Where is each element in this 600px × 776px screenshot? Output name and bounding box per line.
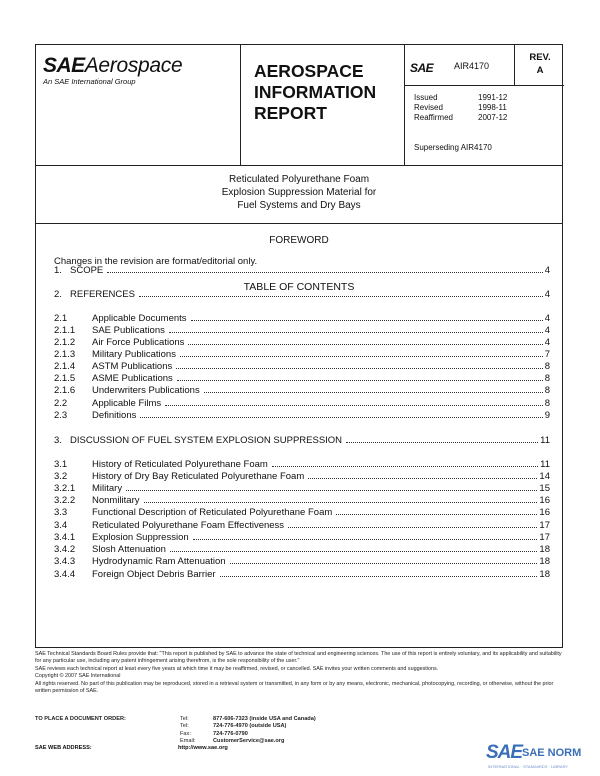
toc-entry-label: Hydrodynamic Ram Attenuation bbox=[92, 556, 226, 567]
toc-leader-dots bbox=[193, 539, 538, 540]
superseding-note: Superseding AIR4170 bbox=[414, 143, 492, 152]
toc-entry[interactable] bbox=[54, 385, 550, 397]
toc-entry-number: 3.2.1 bbox=[54, 483, 76, 494]
toc-entry[interactable] bbox=[54, 532, 550, 544]
toc-entry-number: 3.4.4 bbox=[54, 569, 76, 580]
toc-entry-number: 3.4.1 bbox=[54, 532, 76, 543]
toc-entry-page: 16 bbox=[539, 507, 550, 518]
toc-entry[interactable] bbox=[54, 556, 550, 568]
toc-leader-dots bbox=[188, 344, 542, 345]
rev-label: REV. bbox=[529, 52, 551, 63]
toc-entry-page: 14 bbox=[539, 471, 550, 482]
toc-entry-label: Functional Description of Reticulated Polyurethane Foam bbox=[92, 507, 333, 518]
toc-entry-page: 4 bbox=[544, 265, 550, 276]
logo-subtitle: An SAE International Group bbox=[43, 77, 136, 86]
sae-norm-mark: SAE bbox=[486, 742, 523, 763]
toc-entry[interactable] bbox=[54, 435, 550, 447]
toc-entry[interactable] bbox=[54, 325, 550, 337]
toc-entry[interactable] bbox=[54, 373, 550, 385]
toc-leader-dots bbox=[107, 272, 542, 273]
date-value: 1991-12 bbox=[478, 93, 508, 102]
toc-entry-page: 8 bbox=[544, 361, 550, 372]
sae-norm-text: SAE NORM bbox=[522, 747, 582, 759]
toc-entry-label: Slosh Attenuation bbox=[92, 544, 166, 555]
toc-entry-number: 2.3 bbox=[54, 410, 68, 421]
toc-entry-number: 3. bbox=[54, 435, 62, 446]
toc-leader-dots bbox=[288, 527, 537, 528]
title-line: Fuel Systems and Dry Bays bbox=[237, 200, 361, 211]
contact-email[interactable]: CustomerService@sae.org bbox=[213, 738, 285, 745]
web-link[interactable]: http://www.sae.org bbox=[178, 745, 228, 751]
footer-review: SAE reviews each technical report at least every five years at which time it may be reaffirmed, revised, or cancelled. SAE invites your written comments and suggestions. bbox=[35, 665, 439, 672]
toc-entry[interactable] bbox=[54, 520, 550, 532]
toc-entry-page: 4 bbox=[544, 337, 550, 348]
toc-entry-label: Foreign Object Debris Barrier bbox=[92, 569, 216, 580]
contact-key: Fax: bbox=[180, 730, 191, 737]
foreword-text: Changes in the revision are format/editorial only. bbox=[54, 256, 258, 267]
toc-entry-page: 15 bbox=[539, 483, 550, 494]
revision-block bbox=[518, 51, 562, 77]
sae-norm-tagline: INTERNATIONAL · STANDARDS · LIBRARY bbox=[488, 764, 569, 769]
toc-entry-number: 3.4.2 bbox=[54, 544, 76, 555]
toc-entry[interactable] bbox=[54, 544, 550, 556]
toc-entry-number: 1. bbox=[54, 265, 62, 276]
toc-entry-page: 4 bbox=[544, 289, 550, 300]
web-label: SAE WEB ADDRESS: bbox=[35, 745, 92, 751]
header-divider bbox=[36, 165, 562, 166]
toc-leader-dots bbox=[177, 380, 543, 381]
toc-leader-dots bbox=[308, 478, 537, 479]
title-line: Reticulated Polyurethane Foam bbox=[228, 174, 370, 185]
document-number: AIR4170 bbox=[454, 61, 490, 71]
rev-value: A bbox=[536, 65, 544, 76]
rev-divider bbox=[514, 45, 515, 85]
toc-entry-page: 18 bbox=[539, 556, 550, 567]
toc-entry-label: Definitions bbox=[92, 410, 137, 421]
info-divider bbox=[404, 45, 405, 165]
toc-leader-dots bbox=[165, 405, 543, 406]
toc-entry-label: History of Dry Bay Reticulated Polyurethane Foam bbox=[92, 471, 305, 482]
toc-entry-number: 3.1 bbox=[54, 459, 68, 470]
toc-entry-number: 2.1.1 bbox=[54, 325, 76, 336]
toc-leader-dots bbox=[346, 442, 538, 443]
toc-entry-number: 3.2 bbox=[54, 471, 68, 482]
foreword-heading: FOREWORD bbox=[269, 235, 329, 246]
toc-entry-page: 11 bbox=[540, 459, 550, 470]
toc-entry[interactable] bbox=[54, 410, 550, 422]
toc-entry[interactable] bbox=[54, 569, 550, 581]
sae-norm-watermark bbox=[486, 742, 596, 770]
toc-entry-label: SAE Publications bbox=[92, 325, 165, 336]
toc-entry-page: 17 bbox=[539, 520, 550, 531]
footer-rights: All rights reserved. No part of this publication may be reproduced, stored in a retrieval system or transmitted, in any form or by any means, electronic, mechanical, photocopying, recording, or otherwise, without the prior written permission of SAE. bbox=[35, 680, 554, 695]
toc-entry-page: 4 bbox=[544, 313, 550, 324]
toc-entry-page: 7 bbox=[544, 349, 550, 360]
toc-entry-number: 2.1 bbox=[54, 313, 68, 324]
document-title bbox=[36, 173, 562, 212]
toc-entry-label: Explosion Suppression bbox=[92, 532, 189, 543]
toc-entry-label: Air Force Publications bbox=[92, 337, 185, 348]
doc-type-line: INFORMATION bbox=[254, 82, 377, 102]
logo-divider bbox=[240, 45, 241, 165]
toc-entry[interactable] bbox=[54, 289, 550, 301]
sae-aerospace-logo bbox=[43, 55, 182, 86]
logo-sae-text: SAE bbox=[43, 54, 85, 77]
toc-leader-dots bbox=[126, 490, 537, 491]
web-address bbox=[35, 745, 228, 751]
title-line: Explosion Suppression Material for bbox=[221, 187, 377, 198]
toc-entry-page: 16 bbox=[539, 495, 550, 506]
toc-entry-page: 8 bbox=[544, 398, 550, 409]
toc-entry[interactable] bbox=[54, 483, 550, 495]
order-label: TO PLACE A DOCUMENT ORDER: bbox=[35, 716, 126, 722]
toc-entry-page: 17 bbox=[539, 532, 550, 543]
toc-leader-dots bbox=[140, 417, 542, 418]
toc-entry-page: 11 bbox=[540, 435, 550, 446]
toc-entry-page: 8 bbox=[544, 373, 550, 384]
toc-entry-number: 3.4 bbox=[54, 520, 68, 531]
toc-entry-label: REFERENCES bbox=[70, 289, 135, 300]
toc-entry[interactable] bbox=[54, 459, 550, 471]
toc-entry[interactable] bbox=[54, 313, 550, 325]
toc-entry-page: 8 bbox=[544, 385, 550, 396]
date-value: 2007-12 bbox=[478, 113, 508, 122]
toc-entry-number: 3.4.3 bbox=[54, 556, 76, 567]
toc-entry[interactable] bbox=[54, 349, 550, 361]
toc-entry-number: 2.1.3 bbox=[54, 349, 76, 360]
toc-entry[interactable] bbox=[54, 361, 550, 373]
number-divider bbox=[404, 85, 564, 86]
date-label: Issued bbox=[414, 93, 438, 102]
toc-leader-dots bbox=[272, 466, 538, 467]
toc-entry[interactable] bbox=[54, 398, 550, 410]
toc-entry-label: Applicable Films bbox=[92, 398, 162, 409]
toc-leader-dots bbox=[336, 514, 537, 515]
toc-entry-number: 2.1.4 bbox=[54, 361, 76, 372]
toc-leader-dots bbox=[204, 392, 543, 393]
date-label: Revised bbox=[414, 103, 443, 112]
date-row bbox=[414, 103, 507, 113]
toc-entry-page: 18 bbox=[539, 544, 550, 555]
date-label: Reaffirmed bbox=[414, 113, 453, 122]
toc-entry-number: 3.2.2 bbox=[54, 495, 76, 506]
document-type bbox=[254, 61, 376, 124]
toc-leader-dots bbox=[170, 551, 537, 552]
toc-entry-number: 2.1.2 bbox=[54, 337, 76, 348]
toc-entry-label: Military bbox=[92, 483, 123, 494]
footer-copyright: Copyright © 2007 SAE International bbox=[35, 673, 121, 680]
toc-entry-label: History of Reticulated Polyurethane Foam bbox=[92, 459, 268, 470]
toc-entry-number: 2.1.6 bbox=[54, 385, 76, 396]
toc-entry-page: 9 bbox=[544, 410, 550, 421]
toc-heading: TABLE OF CONTENTS bbox=[243, 281, 355, 293]
toc-entry-page: 18 bbox=[539, 569, 550, 580]
logo-aerospace-text: Aerospace bbox=[84, 54, 183, 77]
toc-entry-label: Nonmilitary bbox=[92, 495, 140, 506]
contact-key: Tel: bbox=[180, 716, 189, 722]
toc-entry-page: 4 bbox=[544, 325, 550, 336]
toc-leader-dots bbox=[144, 502, 538, 503]
footer-rules: SAE Technical Standards Board Rules provide that: "This report is published by SAE to advance the state of technical and engineering sciences. The use of this report is entirely voluntary, and its applicability and suitability for any particular use, including any patent infringement arising therefrom, is the sole responsibility of the user." bbox=[35, 651, 562, 665]
toc-entry-number: 3.3 bbox=[54, 507, 68, 518]
toc-leader-dots bbox=[230, 563, 538, 564]
toc-entry-number: 2. bbox=[54, 289, 62, 300]
toc-entry[interactable] bbox=[54, 337, 550, 349]
toc-entry-label: Underwriters Publications bbox=[92, 385, 200, 396]
toc-leader-dots bbox=[220, 576, 538, 577]
toc-leader-dots bbox=[191, 320, 543, 321]
toc-entry[interactable] bbox=[54, 265, 550, 277]
toc-entry-label: ASME Publications bbox=[92, 373, 173, 384]
doc-type-line: REPORT bbox=[254, 103, 327, 123]
toc-leader-dots bbox=[169, 332, 543, 333]
toc-entry-label: Applicable Documents bbox=[92, 313, 187, 324]
toc-entry[interactable] bbox=[54, 507, 550, 519]
toc-leader-dots bbox=[176, 368, 542, 369]
doc-type-line: AEROSPACE bbox=[254, 61, 364, 81]
sae-mark: SAE bbox=[410, 61, 434, 75]
toc-entry-label: DISCUSSION OF FUEL SYSTEM EXPLOSION SUPPRESSION bbox=[70, 435, 343, 446]
contact-key: Tel: bbox=[180, 723, 189, 730]
toc-entry[interactable] bbox=[54, 471, 550, 483]
legal-footer bbox=[35, 651, 563, 695]
contact-value: 724-776-0790 bbox=[213, 730, 248, 737]
toc-entry-label: SCOPE bbox=[70, 265, 104, 276]
date-row bbox=[414, 93, 507, 103]
toc-leader-dots bbox=[139, 296, 543, 297]
title-divider bbox=[36, 223, 562, 224]
contact-key: Email: bbox=[180, 738, 196, 745]
document-dates bbox=[414, 93, 507, 123]
toc-leader-dots bbox=[180, 356, 543, 357]
toc-entry-label: Military Publications bbox=[92, 349, 176, 360]
toc-entry-number: 2.1.5 bbox=[54, 373, 76, 384]
date-value: 1998-11 bbox=[478, 103, 507, 112]
toc-entry-label: ASTM Publications bbox=[92, 361, 173, 372]
contact-value: 724-776-4970 (outside USA) bbox=[213, 723, 287, 730]
toc-entry-label: Reticulated Polyurethane Foam Effectiveness bbox=[92, 520, 285, 531]
date-row bbox=[414, 113, 507, 123]
toc-entry-number: 2.2 bbox=[54, 398, 68, 409]
toc-entry[interactable] bbox=[54, 495, 550, 507]
report-frame bbox=[35, 44, 563, 648]
contact-value: 877-606-7323 (inside USA and Canada) bbox=[213, 716, 316, 722]
